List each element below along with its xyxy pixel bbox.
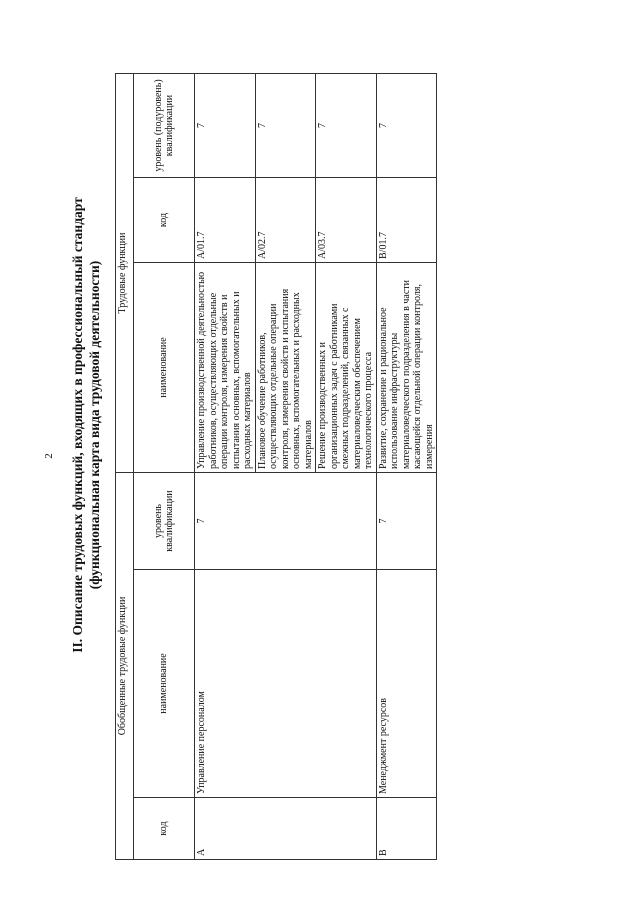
header-function-code: код (134, 178, 195, 263)
functional-map-table (115, 73, 437, 860)
gen-function-level: 7 (376, 473, 437, 570)
table-row (195, 74, 256, 860)
header-generalized-functions: Обобщенные трудовые функции (116, 473, 134, 860)
gen-function-name: Менеджмент ресурсов (376, 570, 437, 798)
header-name: наименование (134, 570, 195, 798)
section-subtitle: (функциональная карта вида трудовой деятельности) (87, 260, 102, 590)
header-labor-functions: Трудовые функции (116, 74, 134, 473)
section-title: II. Описание трудовых функций, входящих в профессиональный стандарт (70, 197, 85, 653)
labor-function-level: 7 (376, 74, 437, 178)
gen-function-code: A (195, 798, 377, 860)
header-function-name: наименование (134, 263, 195, 473)
labor-function-code: A/02.7 (255, 178, 316, 263)
header-function-level: уровень (подуровень) квалификации (134, 74, 195, 178)
labor-function-code: A/01.7 (195, 178, 256, 263)
labor-function-level: 7 (255, 74, 316, 178)
labor-function-name: Управление производственной деятельностью работников, осуществляющих отдельные операции контроля, измерения свойств и испытания основных, вспомогательных и расходных материалов (195, 263, 256, 473)
labor-function-level: 7 (316, 74, 377, 178)
gen-function-level: 7 (195, 473, 377, 570)
gen-function-name: Управление персоналом (195, 570, 377, 798)
header-qualification-level: уровень квалификации (134, 473, 195, 570)
labor-function-name: Решение производственных и организационных задач с работниками смежных подразделений, связанных с материаловедческим обеспечением технологического процесса (316, 263, 377, 473)
gen-function-code: B (376, 798, 437, 860)
labor-function-code: A/03.7 (316, 178, 377, 263)
labor-function-name: Развитие, сохранение и рациональное использование инфраструктуры материаловедческого подразделения в части касающейся отдельной операции контроля, измерения (376, 263, 437, 473)
labor-function-code: B/01.7 (376, 178, 437, 263)
page-number: 2 (42, 453, 55, 459)
labor-function-level: 7 (195, 74, 256, 178)
header-code: код (134, 798, 195, 860)
table-row (376, 74, 437, 860)
labor-function-name: Плановое обучение работников, осуществляющих отдельные операции контроля, измерения свойств и испытания основных, вспомогательных и расходных материалов (255, 263, 316, 473)
table-header-row (116, 74, 134, 860)
table-subheader-row (134, 74, 195, 860)
